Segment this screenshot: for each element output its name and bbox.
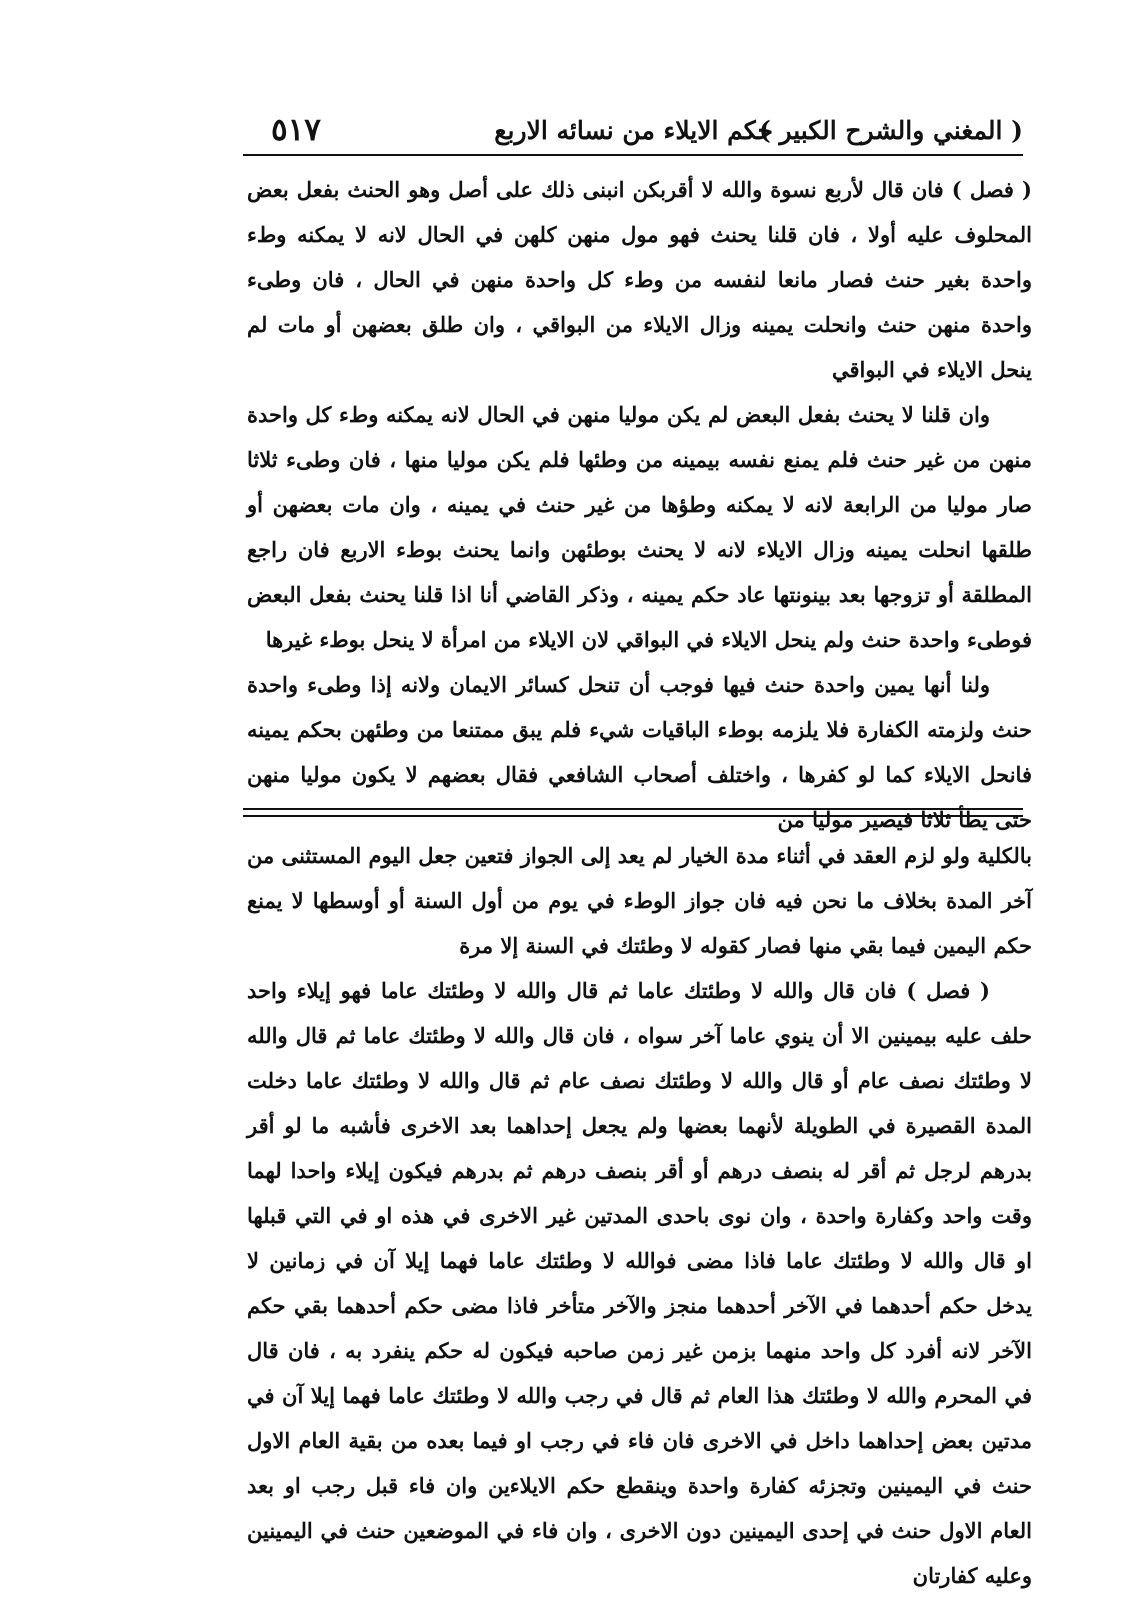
section-divider: [243, 808, 1023, 817]
page-number: ٥١٧: [271, 112, 321, 148]
paragraph: ولنا أنها يمين واحدة حنث فيها فوجب أن تنحل كسائر الايمان ولانه إذا وطىء واحدة حنث ولزمته الكفارة فلا يلزمه بوطء الباقيات شيء فلم يبق ممتنعا من وطئهن بحكم يمينه فانحل الايلاء كما لو كفرها ، واختلف أصحاب الشافعي فقال بعضهم لا يكون موليا منهن حتى يطأ ثلاثا فيصير موليا من: [247, 672, 1032, 832]
header-rule: [243, 154, 1023, 156]
chapter-title: حكم الايلاء من نسائه الاربع: [494, 116, 773, 145]
book-title: ( المغني والشرح الكبير ): [758, 116, 1023, 145]
paragraph: بالكلية ولو لزم العقد في أثناء مدة الخيار لم يعد إلى الجواز فتعين جعل اليوم المستثنى من آخر المدة بخلاف ما نحن فيه فان جواز الوطء في يوم من أول السنة أو أوسطها لا يمنع حكم اليمين فيما بقي منها فصار كقوله لا وطئتك في السنة إلا مرة: [247, 843, 1032, 958]
paragraph: ( فصل ) فان قال لأربع نسوة والله لا أقربكن انبنى ذلك على أصل وهو الحنث بفعل بعض المحلوف عليه أولا ، فان قلنا يحنث فهو مول منهن كلهن في الحال لانه لا يمكنه وطء واحدة بغير حنث فصار مانعا لنفسه من وطء كل واحدة منهن في الحال ، فان وطىء واحدة منهن حنث وانحلت يمينه وزال الايلاء من البواقي ، وان طلق بعضهن أو مات لم ينحل الايلاء في البواقي: [247, 177, 1032, 382]
paragraph: وان قلنا لا يحنث بفعل البعض لم يكن موليا منهن في الحال لانه يمكنه وطء كل واحدة منهن من غير حنث فلم يمنع نفسه بيمينه من وطئها فلم يكن موليا منها ، فان وطىء ثلاثا صار موليا من الرابعة لانه لا يمكنه وطؤها من غير حنث في يمينه ، وان مات بعضهن أو طلقها انحلت يمينه وزال الايلاء لانه لا يحنث بوطئهن وانما يحنث بوطء الاربع فان راجع المطلقة أو تزوجها بعد بينونتها عاد حكم يمينه ، وذكر القاضي أنا اذا قلنا يحنث بفعل البعض فوطىء واحدة حنث ولم ينحل الايلاء في البواقي لان الايلاء من امرأة لا ينحل بوطء غيرها: [247, 402, 1032, 652]
page-header: [243, 112, 1023, 158]
paragraph: ( فصل ) فان قال والله لا وطئتك عاما ثم قال والله لا وطئتك عاما فهو إيلاء واحد حلف عليه بيمينين الا أن ينوي عاما آخر سواه ، فان قال والله لا وطئتك عاما ثم قال والله لا وطئتك نصف عام أو قال والله لا وطئتك نصف عام ثم قال والله لا وطئتك عاما دخلت المدة القصيرة في الطويلة لأنهما بعضها ولم يجعل إحداهما بعد الاخرى فأشبه ما لو أقر بدرهم لرجل ثم أقر له بنصف درهم أو أقر بنصف درهم ثم بدرهم فيكون إيلاء واحدا لهما وقت واحد وكفارة واحدة ، وان نوى باحدى المدتين غير الاخرى في هذه او في التي قبلها او قال والله لا وطئتك عاما فاذا مضى فوالله لا وطئتك عاما فهما إيلا آن في زمانين لا يدخل حكم أحدهما في الآخر أحدهما منجز والآخر متأخر فاذا مضى حكم أحدهما بقي حكم الآخر لانه أفرد كل واحد منهما بزمن غير زمن صاحبه فيكون له حكم ينفرد به ، فان قال في المحرم والله لا وطئتك هذا العام ثم قال في رجب والله لا وطئتك عاما فهما إيلا آن في مدتين بعض إحداهما داخل في الاخرى فان فاء في رجب او فيما بعده من بقية العام الاول حنث في اليمينين وتجزئه كفارة واحدة وينقطع حكم الايلاءين وان فاء قبل رجب او بعد العام الاول حنث في إحدى اليمينين دون الاخرى ، وان فاء في الموضعين حنث في اليمينين وعليه كفارتان: [247, 978, 1032, 1588]
main-text: [247, 167, 1032, 842]
commentary-text: [247, 833, 1032, 1598]
